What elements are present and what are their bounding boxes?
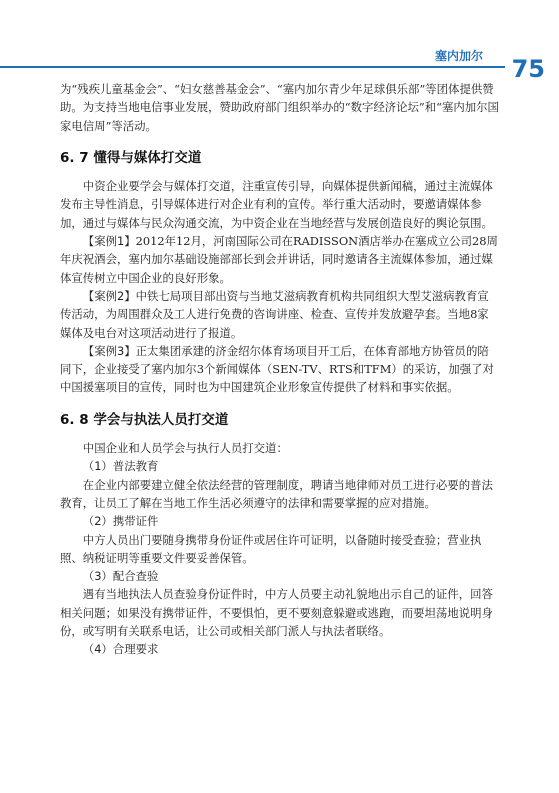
case-2-label: 【案例2】: [82, 288, 136, 303]
header-title: 塞内加尔: [434, 49, 483, 63]
item-1-text: 在企业内部要建立健全依法经营的管理制度，聘请当地律师对员工进行必要的普法教育，让员工了解在当地工作生活必须遵守的法律和需要掌握的应对措施。: [60, 477, 493, 510]
case-2-paragraph: [60, 287, 500, 342]
item-3-label: （3）配合查验: [82, 569, 159, 584]
item-1-label: （1）普法教育: [82, 459, 159, 474]
case-1-text: 2012年12月，河南国际公司在RADISSON酒店举办在塞成立公司28周年庆祝酒会，塞内加尔基础设施部部长到会并讲话，同时邀请各主流媒体参加，通过媒体宣传树立中国企业的良好形象。: [60, 234, 498, 285]
item-2-label: （2）携带证件: [82, 514, 159, 529]
paragraph-media: 中资企业要学会与媒体打交道，注重宣传引导，向媒体提供新闻稿，通过主流媒体发布主导性消息，引导媒体进行对企业有利的宣传。举行重大活动时，要邀请媒体参加，通过与媒体与民众沟通交流，为中资企业在当地经营与发展创造良好的舆论氛围。: [60, 179, 493, 230]
item-3-text: 遇有当地执法人员查验身份证件时，中方人员要主动礼貌地出示自己的证件，回答相关问题；如果没有携带证件，不要惧怕，更不要刻意躲避或逃跑，而要坦荡地说明身份，或写明有关联系电话，让公司或相关部门派人与执法者联络。: [60, 587, 493, 639]
case-3-text: 正太集团承建的济金绍尔体育场项目开工后，在体育部地方协管员的陪同下，企业接受了塞内加尔3个新闻媒体（SEN-TV、RTS和TFM）的采访，加强了对中国援塞项目的宣传，同时也为中国建筑企业形象宣传提供了材料和事实依据。: [60, 343, 494, 395]
case-1-label: 【案例1】: [82, 234, 136, 249]
page-number: 75: [511, 55, 545, 83]
item-2-text: 中方人员出门要随身携带身份证件或居住许可证明，以备随时接受查验；营业执照、纳税证明等重要文件要妥善保管。: [60, 532, 482, 565]
case-2-text: 中铁七局项目部出资与当地艾滋病教育机构共同组织大型艾滋病教育宣传活动，为周围群众及工人进行免费的咨询讲座、检查、宣传并发放避孕套。当地8家媒体及电台对这项活动进行了报道。: [60, 288, 489, 340]
case-3-paragraph: [60, 342, 500, 397]
section-heading-6-7: 6. 7 懂得与媒体打交道: [60, 149, 202, 166]
page-header: [0, 0, 559, 83]
paragraph-law-enforcement: 中国企业和人员学会与执行人员打交道：: [82, 441, 288, 456]
header-rule: [0, 66, 505, 68]
case-1-paragraph: [60, 232, 500, 287]
case-3-label: 【案例3】: [82, 343, 136, 358]
intro-paragraph: 为“残疾儿童基金会”、“妇女慈善基金会”、“塞内加尔青少年足球俱乐部”等团体提供赞助。为支持当地电信事业发展，赞助政府部门组织举办的“数字经济论坛”和“塞内加尔国家电信周”等活动。: [60, 82, 499, 133]
item-4-label: （4）合理要求: [82, 642, 159, 657]
page-body: [60, 80, 500, 659]
section-heading-6-8: 6. 8 学会与执法人员打交道: [60, 411, 229, 428]
